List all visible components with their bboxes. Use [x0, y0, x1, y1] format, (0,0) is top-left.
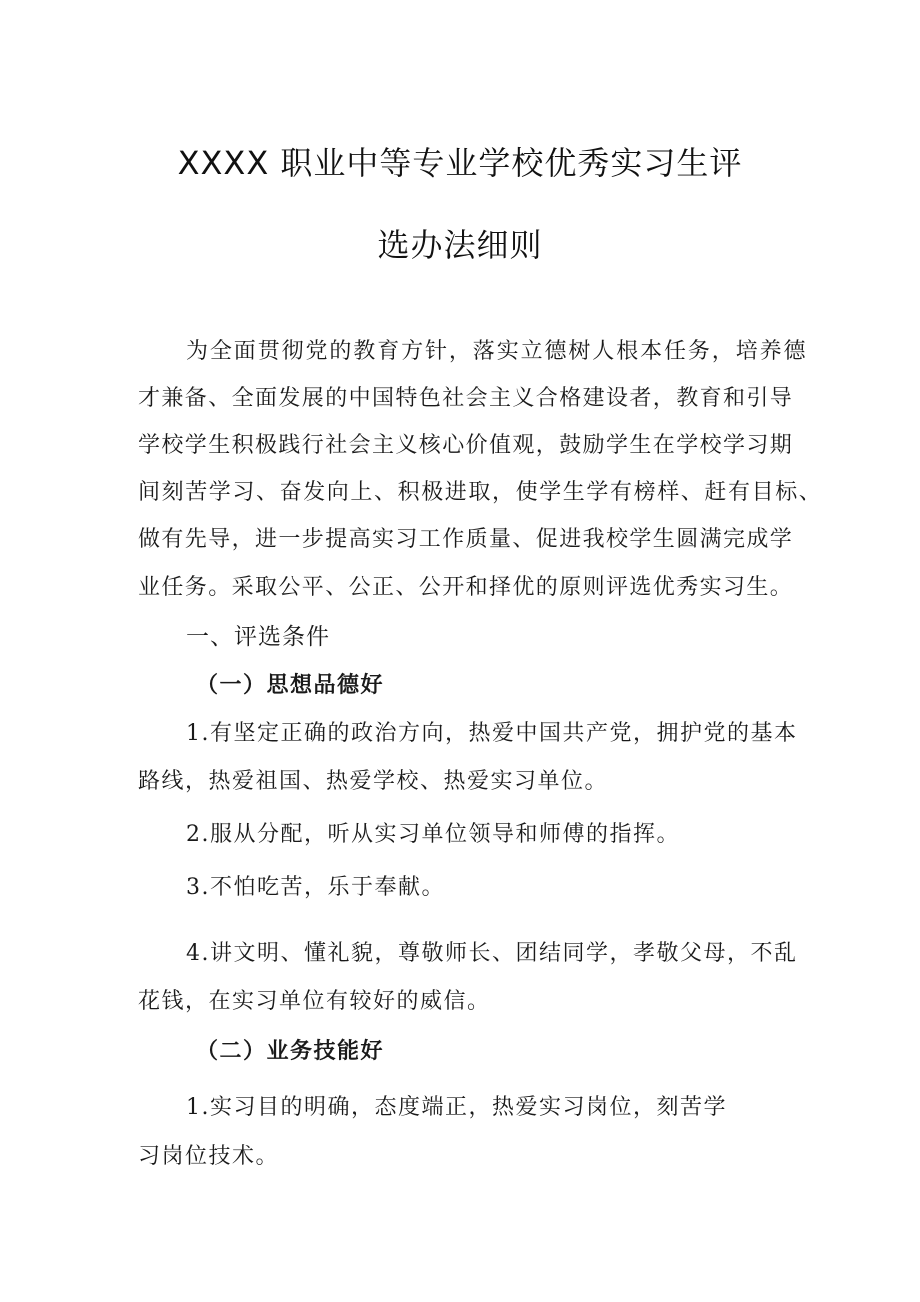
intro-line-1: 为全面贯彻党的教育方针，落实立德树人根本任务，培养德	[186, 339, 808, 364]
skills-item-1-line-2: 习岗位技术。	[138, 1144, 280, 1169]
intro-line-6: 业任务。采取公平、公正、公开和择优的原则评选优秀实习生。	[138, 575, 794, 600]
morality-item-3: 3.不怕吃苦，乐于奉献。	[186, 875, 445, 900]
subsection-heading-skills: （二）业务技能好	[196, 1038, 385, 1064]
intro-line-3: 学校学生积极践行社会主义核心价值观，鼓励学生在学校学习期	[138, 433, 794, 458]
morality-item-1-line-2: 路线，热爱祖国、热爱学校、热爱实习单位。	[138, 769, 609, 794]
morality-item-4-line-1: 4.讲文明、懂礼貌，尊敬师长、团结同学，孝敬父母，不乱	[186, 941, 798, 966]
document-title-line-2: 选办法细则	[377, 226, 543, 264]
intro-line-2: 才兼备、全面发展的中国特色社会主义合格建设者，教育和引导	[138, 386, 794, 411]
morality-item-1-line-1: 1.有坚定正确的政治方向，热爱中国共产党，拥护党的基本	[186, 721, 798, 746]
intro-line-5: 做有先导，进一步提高实习工作质量、促进我校学生圆满完成学	[138, 527, 794, 552]
morality-item-2: 2.服从分配，听从实习单位领导和师傅的指挥。	[186, 822, 680, 847]
skills-item-1-line-1: 1.实习目的明确，态度端正，热爱实习岗位，刻苦学	[186, 1095, 727, 1120]
intro-line-4: 间刻苦学习、奋发向上、积极进取，使学生学有榜样、赶有目标、	[138, 480, 823, 505]
morality-item-4-line-2: 花钱，在实习单位有较好的威信。	[138, 989, 491, 1014]
document-title-line-1: XXXX 职业中等专业学校优秀实习生评	[177, 144, 743, 182]
section-heading-criteria: 一、评选条件	[186, 624, 330, 650]
subsection-heading-morality: （一）思想品德好	[196, 672, 385, 698]
